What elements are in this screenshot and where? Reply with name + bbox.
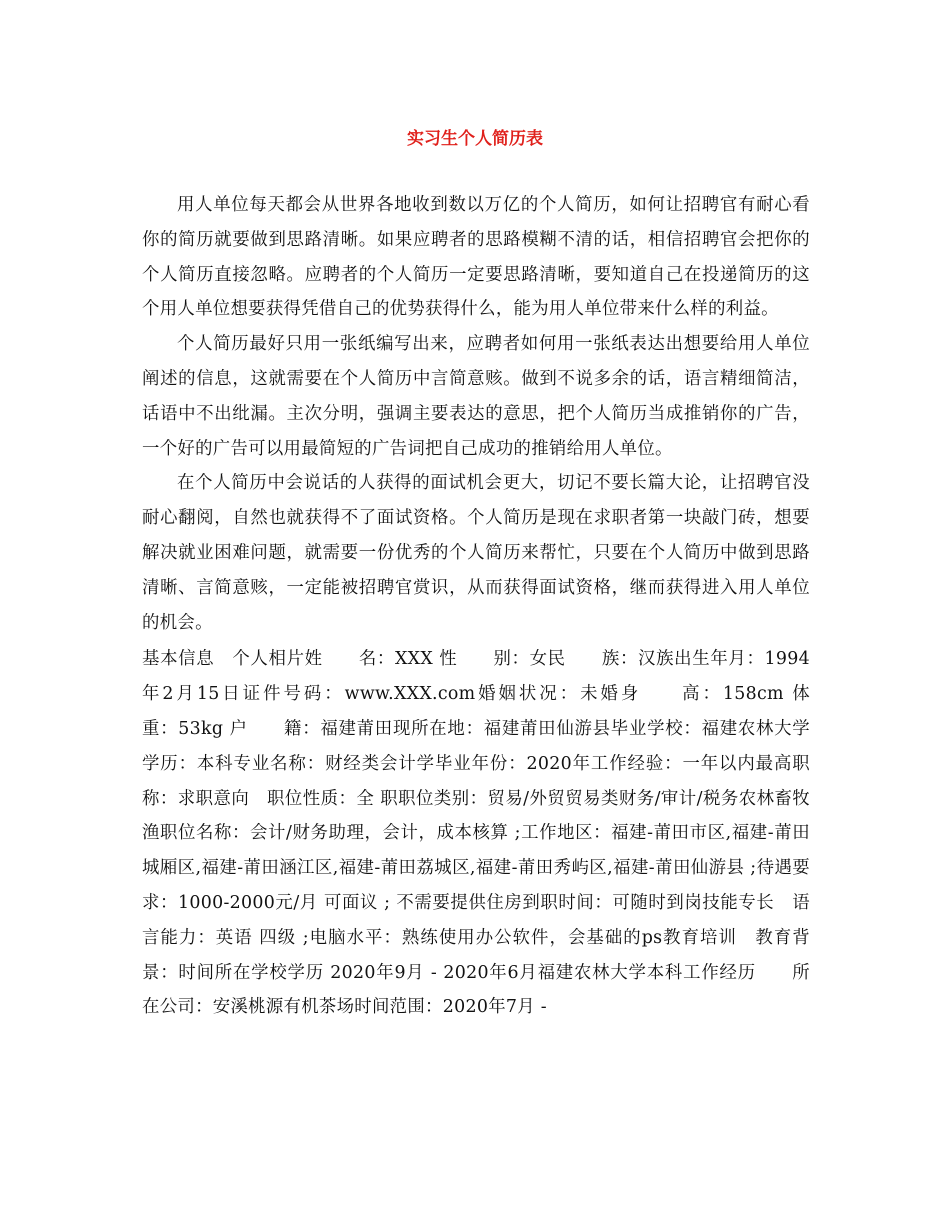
intro-paragraph-3: 在个人简历中会说话的人获得的面试机会更大，切记不要长篇大论，让招聘官没耐心翻阅，自然也就获得不了面试资格。个人简历是现在求职者第一块敲门砖，想要解决就业困难问题，就需要一份优秀的个人简历来帮忙，只要在个人简历中做到思路清晰、言简意赅，一定能被招聘官赏识，从而获得面试资格，继而获得进入用人单位的机会。 xyxy=(142,473,810,633)
resume-info-block: 基本信息 个人相片姓 名：XXX 性 别：女民 族：汉族出生年月：1994年2月15日证件号码：www.XXX.com婚姻状况：未婚身 高：158cm 体 重：53kg 户 籍：福建莆田现所在地：福建莆田仙游县毕业学校：福建农林大学学历：本科专业名称：财经类会计学毕业年份：2020年工作经验：一年以内最高职称：求职意向 职位性质：全 职职位类别：贸易/外贸贸易类财务/审计/税务农林畜牧渔职位名称：会计/财务助理，会计，成本核算 ;工作地区：福建-莆田市区,福建-莆田城厢区,福建-莆田涵江区,福建-莆田荔城区,福建-莆田秀屿区,福建-莆田仙游县 ;待遇要求：1000-2000元/月 可面议 ; 不需要提供住房到职时间：可随时到岗技能专长 语言能力：英语 四级 ;电脑水平：熟练使用办公软件，会基础的ps教育培训 教育背景：时间所在学校学历 2020年9月 - 2020年6月福建农林大学本科工作经历 所在公司：安溪桃源有机茶场时间范围：2020年7月 - xyxy=(142,649,846,1018)
document-title: 实习生个人简历表 xyxy=(407,129,543,149)
intro-paragraph-1: 用人单位每天都会从世界各地收到数以万亿的个人简历，如何让招聘官有耐心看你的简历就要做到思路清晰。如果应聘者的思路模糊不清的话，相信招聘官会把你的个人简历直接忽略。应聘者的个人简历一定要思路清晰，要知道自己在投递简历的这个用人单位想要获得凭借自己的优势获得什么，能为用人单位带来什么样的利益。 xyxy=(142,195,810,320)
document-body xyxy=(142,188,846,1025)
intro-paragraph-2: 个人简历最好只用一张纸编写出来，应聘者如何用一张纸表达出想要给用人单位阐述的信息，这就需要在个人简历中言简意赅。做到不说多余的话，语言精细简洁，话语中不出纰漏。主次分明，强调主要表达的意思，把个人简历当成推销你的广告，一个好的广告可以用最简短的广告词把自己成功的推销给用人单位。 xyxy=(142,334,810,459)
